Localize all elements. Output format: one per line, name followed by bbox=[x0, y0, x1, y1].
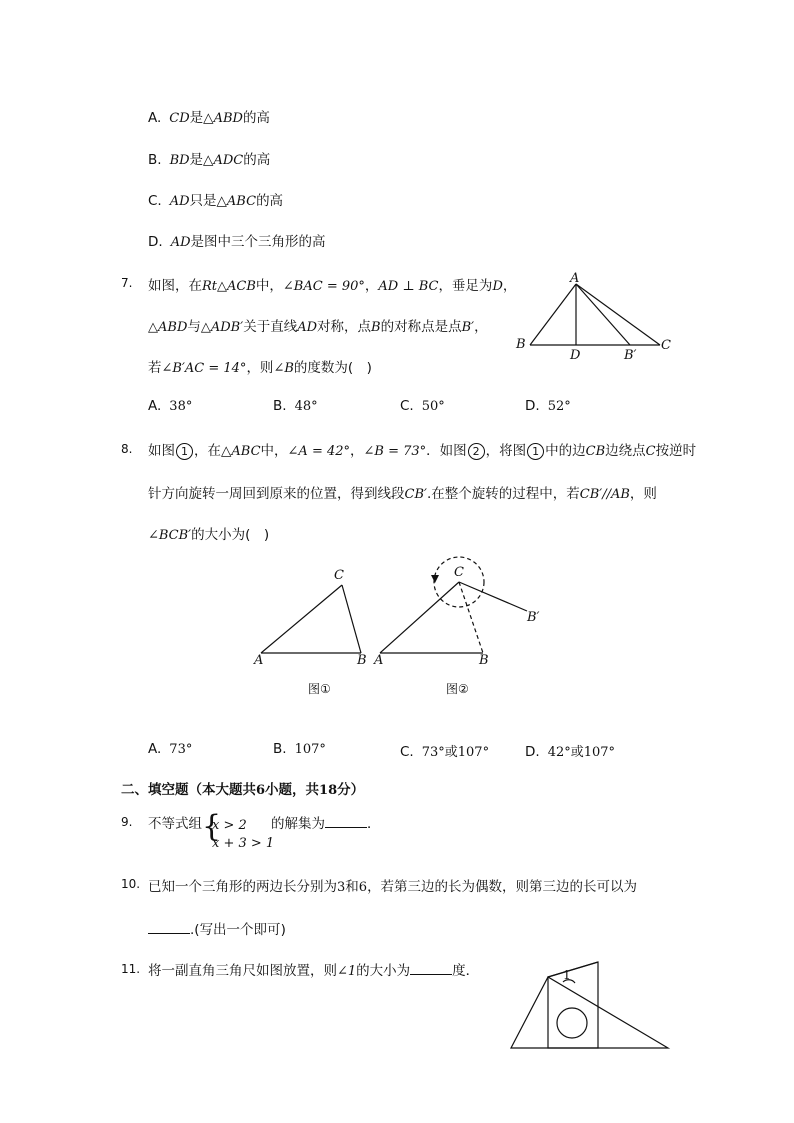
caption: 图② bbox=[446, 682, 469, 696]
q8-option-c: C. 73°或107° bbox=[400, 744, 490, 760]
q10-line1: 已知一个三角形的两边长分别为3和6，若第三边的长为偶数，则第三边的长可以为 bbox=[148, 879, 638, 895]
q8-line2: 针方向旋转一周回到原来的位置，得到线段CB′.在整个旋转的过程中，若CB′//AB，则 bbox=[148, 486, 657, 502]
answer-blank[interactable] bbox=[325, 813, 367, 828]
q11-number: 11. bbox=[121, 962, 141, 976]
option-label: B. bbox=[148, 152, 162, 168]
q10-number: 10. bbox=[121, 877, 141, 891]
q6-option-b: B. BD是△ADC的高 bbox=[148, 152, 271, 168]
ruler-hole-circle bbox=[557, 1008, 587, 1038]
label-a: A bbox=[254, 653, 264, 668]
segment-cb bbox=[342, 585, 361, 653]
q7-line2: △ABD与△ADB′关于直线AD对称，点B的对称点是点B′， bbox=[148, 319, 488, 335]
section-heading: 二、填空题（本大题共6小题，共18分） bbox=[121, 782, 365, 798]
inequality-1: x > 2 bbox=[212, 818, 247, 833]
q8-line1: 如图 1 ，在△ABC中，∠A = 42°，∠B = 73°．如图 2 ，将图 1 中的边CB边绕点C按逆时 bbox=[148, 443, 697, 459]
segment-ab-prime bbox=[576, 284, 630, 345]
segment-ac bbox=[261, 585, 342, 653]
answer-blank[interactable] bbox=[148, 919, 190, 934]
q7-figure bbox=[510, 270, 680, 365]
ruler-edge bbox=[548, 962, 598, 977]
caption: 图① bbox=[308, 682, 331, 696]
label-a: A bbox=[570, 271, 580, 286]
label-angle-1: 1 bbox=[563, 968, 571, 982]
answer-blank[interactable] bbox=[410, 960, 452, 975]
q8-figure-1 bbox=[248, 560, 378, 700]
segment-cb-dashed bbox=[459, 582, 483, 653]
q7-option-d: D. 52° bbox=[525, 398, 571, 414]
circled-number: 1 bbox=[527, 443, 544, 460]
q8-option-d: D. 42°或107° bbox=[525, 744, 616, 760]
system-brace: { bbox=[202, 809, 222, 844]
q7-option-a: A. 38° bbox=[148, 398, 193, 414]
label-a: A bbox=[374, 653, 384, 668]
label-b-prime: B′ bbox=[527, 610, 540, 625]
q8-number: 8. bbox=[121, 442, 133, 456]
q11-line1: 将一副直角三角尺如图放置，则∠1的大小为 度． bbox=[148, 959, 479, 979]
label-d: D bbox=[570, 348, 581, 363]
q6-option-a: A. CD是△ABD的高 bbox=[148, 110, 270, 126]
q8-option-a: A. 73° bbox=[148, 741, 193, 757]
inequality-2: x + 3 > 1 bbox=[212, 836, 275, 851]
q7-line3: 若∠B′AC = 14°，则∠B的度数为( ) bbox=[148, 360, 372, 376]
label-b: B bbox=[479, 653, 489, 668]
q11-figure bbox=[505, 955, 675, 1055]
label-c: C bbox=[454, 565, 464, 580]
label-b: B bbox=[357, 653, 367, 668]
q6-option-d: D. AD是图中三个三角形的高 bbox=[148, 234, 326, 250]
label-c: C bbox=[334, 568, 344, 583]
q9-prefix: 不等式组 bbox=[148, 816, 202, 832]
q7-option-c: C. 50° bbox=[400, 398, 445, 414]
segment-ac bbox=[380, 582, 459, 653]
option-label: A. bbox=[148, 110, 162, 126]
q10-line2: .(写出一个即可) bbox=[148, 918, 286, 938]
option-label: C. bbox=[148, 193, 162, 209]
circled-number: 1 bbox=[176, 443, 193, 460]
segment-ab bbox=[530, 284, 576, 345]
label-c: C bbox=[661, 338, 671, 353]
triangle-ruler-30 bbox=[511, 977, 668, 1048]
q7-number: 7. bbox=[121, 276, 133, 290]
q6-option-c: C. AD只是△ABC的高 bbox=[148, 193, 284, 209]
option-label: D. bbox=[148, 234, 163, 250]
q9-suffix: 的解集为 ． bbox=[271, 812, 381, 832]
arrow-icon bbox=[431, 575, 439, 583]
segment-ac bbox=[576, 284, 660, 345]
q8-line3: ∠BCB′的大小为( ) bbox=[148, 527, 270, 543]
q8-option-b: B. 107° bbox=[273, 741, 326, 757]
q7-line1: 如图，在Rt△ACB中，∠BAC = 90°，AD ⊥ BC，垂足为D， bbox=[148, 278, 517, 294]
label-b: B bbox=[516, 337, 526, 352]
segment-cb-prime bbox=[459, 582, 527, 611]
q8-figure-2 bbox=[370, 555, 560, 700]
q7-option-b: B. 48° bbox=[273, 398, 318, 414]
q9-number: 9. bbox=[121, 815, 133, 829]
label-b-prime: B′ bbox=[624, 348, 637, 363]
circled-number: 2 bbox=[468, 443, 485, 460]
